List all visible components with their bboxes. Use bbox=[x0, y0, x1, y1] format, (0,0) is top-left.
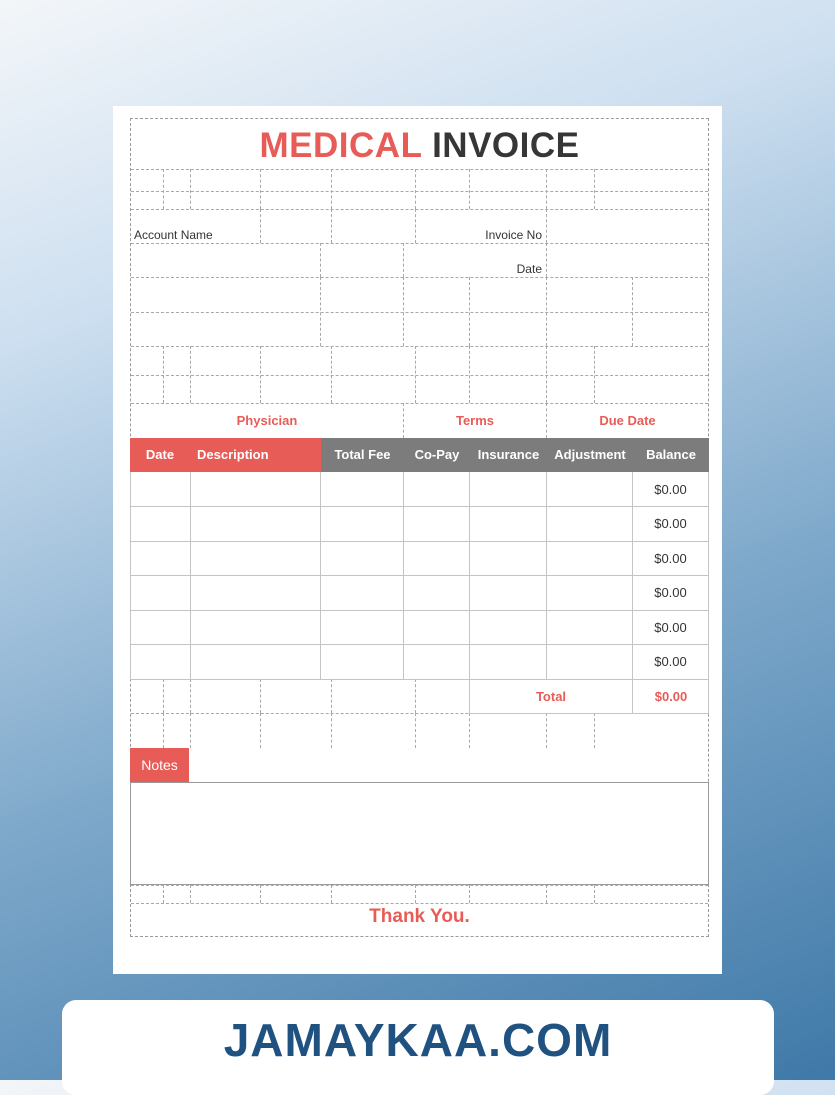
grid-line bbox=[469, 346, 470, 403]
balance-cell: $0.00 bbox=[654, 620, 687, 635]
column-header-insurance: Insurance bbox=[470, 438, 547, 472]
notes-box[interactable] bbox=[130, 782, 709, 885]
balance-cell: $0.00 bbox=[654, 516, 687, 531]
balance-cell: $0.00 bbox=[654, 654, 687, 669]
column-header-date: Date bbox=[130, 438, 190, 472]
grid-line bbox=[190, 885, 191, 903]
site-banner-text: JAMAYKAA.COM bbox=[223, 1014, 613, 1066]
grid-line bbox=[331, 679, 332, 713]
grid-line bbox=[163, 885, 164, 903]
grid-line bbox=[415, 346, 416, 403]
table-border bbox=[130, 610, 709, 611]
account-name-label: Account Name bbox=[134, 228, 213, 242]
grid-line bbox=[260, 885, 261, 903]
invoice-no-label: Invoice No bbox=[485, 228, 542, 242]
table-border bbox=[130, 541, 709, 542]
grid-line bbox=[260, 679, 261, 713]
grid-line bbox=[331, 885, 332, 903]
title-invoice: INVOICE bbox=[432, 126, 580, 165]
grid-line bbox=[415, 713, 416, 748]
column-header-description: Description bbox=[190, 438, 321, 472]
physician-label: Physician bbox=[236, 413, 298, 428]
terms-label: Terms bbox=[455, 413, 495, 428]
grid-line bbox=[546, 713, 547, 748]
page-title bbox=[131, 126, 708, 166]
grid-line bbox=[331, 346, 332, 403]
grid-line bbox=[190, 679, 191, 713]
notes-label: Notes bbox=[130, 748, 189, 782]
grid-line bbox=[469, 277, 470, 346]
grid-line bbox=[163, 346, 164, 403]
grid-line bbox=[320, 243, 321, 277]
grid-line bbox=[594, 169, 595, 209]
grid-line bbox=[546, 243, 547, 277]
grid-line bbox=[469, 713, 470, 748]
column-header-balance: Balance bbox=[633, 438, 709, 472]
grid-line bbox=[415, 169, 416, 209]
table-border bbox=[469, 472, 470, 713]
grid-line bbox=[546, 169, 547, 209]
grid-line bbox=[131, 403, 708, 404]
grid-line bbox=[131, 243, 708, 244]
table-border bbox=[469, 713, 709, 714]
grid-line bbox=[131, 209, 708, 210]
grid-line bbox=[546, 277, 547, 346]
grid-line bbox=[331, 169, 332, 209]
grid-line bbox=[131, 277, 708, 278]
grid-line bbox=[403, 277, 404, 346]
grid-line bbox=[320, 277, 321, 346]
grid-line bbox=[331, 713, 332, 748]
grid-line bbox=[190, 346, 191, 403]
grid-line bbox=[331, 209, 332, 243]
date-label: Date bbox=[516, 262, 542, 276]
total-value: $0.00 bbox=[654, 689, 688, 704]
grid-line bbox=[260, 713, 261, 748]
grid-line bbox=[632, 277, 633, 346]
grid-line bbox=[469, 885, 470, 903]
due-date-label: Due Date bbox=[599, 413, 656, 428]
table-border bbox=[130, 679, 709, 680]
grid-line bbox=[403, 243, 404, 277]
grid-line bbox=[190, 713, 191, 748]
grid-line bbox=[469, 169, 470, 209]
grid-line bbox=[260, 169, 261, 209]
grid-line bbox=[594, 885, 595, 903]
thank-you-text: Thank You. bbox=[369, 906, 470, 927]
grid-line bbox=[131, 903, 708, 904]
grid-line bbox=[131, 312, 708, 313]
grid-line bbox=[131, 375, 708, 376]
grid-line bbox=[546, 346, 547, 403]
grid-line bbox=[546, 209, 547, 243]
grid-line bbox=[260, 346, 261, 403]
table-border bbox=[130, 506, 709, 507]
grid-line bbox=[163, 169, 164, 209]
grid-line bbox=[415, 679, 416, 713]
grid-line bbox=[594, 346, 595, 403]
grid-line bbox=[131, 191, 708, 192]
title-medical: MEDICAL bbox=[259, 126, 422, 165]
grid-line bbox=[131, 169, 708, 170]
grid-line bbox=[131, 346, 708, 347]
grid-line bbox=[594, 713, 595, 748]
table-border bbox=[130, 644, 709, 645]
grid-line bbox=[163, 679, 164, 713]
grid-line bbox=[546, 885, 547, 903]
balance-cell: $0.00 bbox=[654, 551, 687, 566]
grid-line bbox=[415, 885, 416, 903]
column-header-adjustment: Adjustment bbox=[547, 438, 633, 472]
total-label: Total bbox=[535, 689, 567, 704]
column-header-total-fee: Total Fee bbox=[321, 438, 404, 472]
balance-cell: $0.00 bbox=[654, 585, 687, 600]
balance-cell: $0.00 bbox=[654, 482, 687, 497]
grid-line bbox=[260, 209, 261, 243]
grid-line bbox=[131, 885, 708, 886]
table-border bbox=[130, 575, 709, 576]
grid-line bbox=[163, 713, 164, 748]
grid-line bbox=[190, 169, 191, 209]
column-header-co-pay: Co-Pay bbox=[404, 438, 470, 472]
